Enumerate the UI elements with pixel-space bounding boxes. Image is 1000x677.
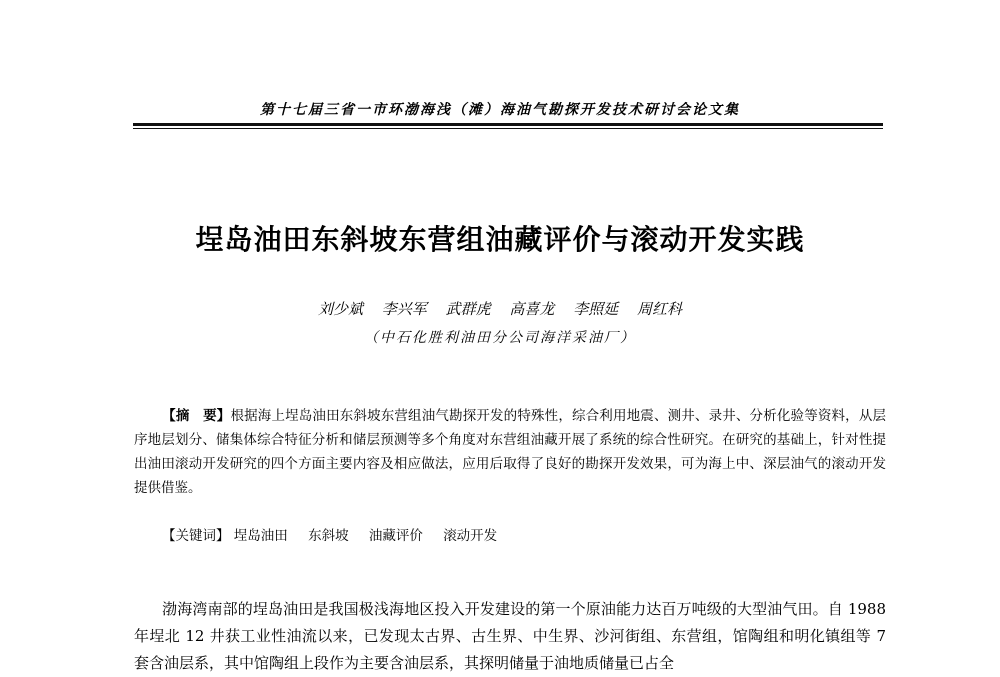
author-list: [0, 298, 1000, 319]
author-name: 刘少斌: [318, 300, 364, 318]
keyword: 东斜坡: [308, 528, 349, 544]
author-name: 李照延: [573, 300, 619, 318]
abstract-label: 【摘 要】: [162, 408, 231, 424]
author-name: 李兴军: [381, 300, 427, 318]
keyword: 埕岛油田: [233, 528, 288, 544]
abstract: [134, 404, 886, 500]
keyword: 滚动开发: [443, 528, 498, 544]
body-paragraph-text: 渤海湾南部的埕岛油田是我国极浅海地区投入开发建设的第一个原油能力达百万吨级的大型油气田。自 1988 年埕北 12 井获工业性油流以来，已发现太古界、古生界、中生界、沙河街组、东营组，馆陶组和明化镇组等 7 套含油层系，其中馆陶组上段作为主要含油层系，其探明储量于油地质储量已占全: [134, 600, 886, 672]
affiliation: （中石化胜利油田分公司海洋采油厂）: [364, 330, 636, 346]
body-paragraph: [134, 596, 886, 677]
header-rule-thin: [133, 128, 883, 129]
author-name: 周红科: [636, 300, 682, 318]
paper-title: 埕岛油田东斜坡东营组油藏评价与滚动开发实践: [195, 223, 805, 256]
abstract-text: 根据海上埕岛油田东斜坡东营组油气勘探开发的特殊性，综合利用地震、测井、录井、分析化验等资料，从层序地层划分、储集体综合特征分析和储层预测等多个角度对东营组油藏开展了系统的综合性研究。在研究的基础上，针对性提出油田滚动开发研究的四个方面主要内容及相应做法，应用后取得了良好的勘探开发效果，可为海上中、深层油气的滚动开发提供借鉴。: [134, 408, 887, 496]
header-rule-thick: [133, 123, 883, 126]
running-header: 第十七届三省一市环渤海浅（滩）海油气勘探开发技术研讨会论文集: [260, 102, 740, 118]
author-name: 高喜龙: [509, 300, 555, 318]
keyword: 油藏评价: [368, 528, 423, 544]
keywords-label: 【关键词】: [162, 528, 230, 544]
author-name: 武群虎: [445, 300, 491, 318]
keywords: [134, 524, 886, 548]
